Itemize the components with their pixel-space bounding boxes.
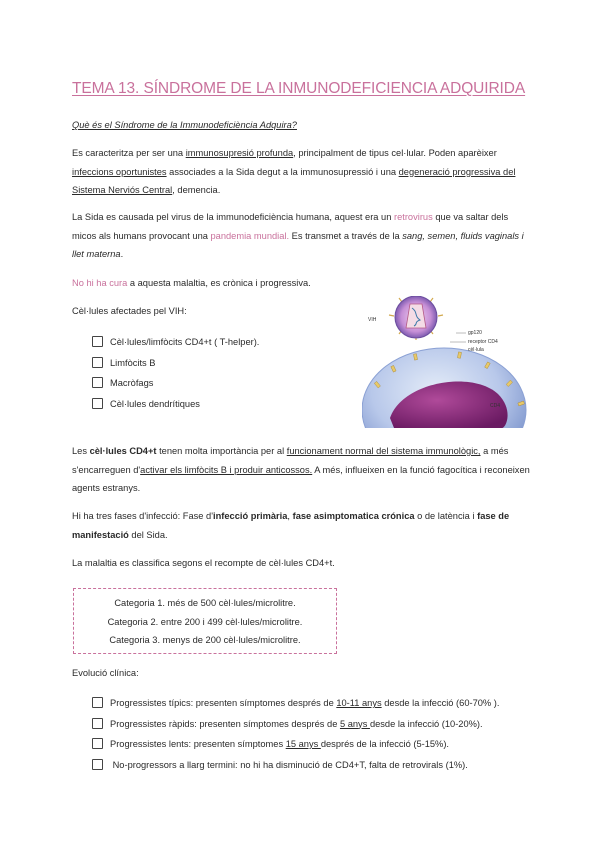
bold-text: fase asimptomatica crónica [292, 511, 415, 521]
text: del Sida. [128, 529, 168, 540]
list-item [92, 717, 499, 738]
figure-label-gp120: gp120 [468, 330, 482, 336]
list-item [92, 758, 499, 779]
list-item-label: Macròfags [110, 378, 154, 388]
underlined-text: degeneració progressiva del Sistema Nerviós Central [72, 166, 516, 195]
text: , principalment de tipus cel·lular. Poden aparèixer [293, 148, 497, 158]
category-1: Categoria 1. més de 500 cèl·lules/microlitre. [114, 598, 296, 608]
checkbox[interactable] [92, 759, 103, 770]
checkbox[interactable] [92, 718, 103, 729]
classification-paragraph: La malaltia es classifica segons el recompte de cèl·lules CD4+t. [72, 558, 335, 568]
text: després de la infecció (5-15%). [320, 739, 449, 749]
virus-particle [389, 296, 443, 340]
text: Progressistes típics: presenten símptomes després de [110, 698, 337, 708]
highlight-text: No hi ha cura [72, 278, 128, 288]
text: No-progressors a llarg termini: no hi ha disminució de CD4+T, falta de retrovirals (1%). [110, 759, 468, 770]
cells-heading: Cèl·lules afectades pel VIH: [72, 306, 187, 316]
figure-label-cd4: CD4 [490, 403, 501, 409]
figure-label-receptor: receptor CD4 [468, 339, 498, 345]
list-item [92, 335, 259, 356]
checkbox[interactable] [92, 738, 103, 749]
underlined-text: 5 anys [339, 718, 370, 729]
text: , demencia. [172, 185, 221, 195]
bold-text: fase de manifestació [72, 511, 510, 540]
list-item-label: Cèl·lules/limfòcits CD4+t ( T-helper). [110, 337, 260, 347]
evolution-heading: Evolució clínica: [72, 668, 139, 678]
text: , [287, 511, 293, 521]
text: Progressistes ràpids: presenten símptomes després de [110, 718, 340, 729]
text: Es caracteritza per ser una [72, 148, 186, 158]
checkbox[interactable] [92, 697, 103, 708]
bold-text: cèl·lules CD4+t [89, 446, 157, 456]
underlined-text: immunosupresió profunda [185, 148, 294, 158]
affected-cells-list [92, 335, 259, 417]
text: a més s'encarreguen d' [72, 446, 509, 475]
cell-body [362, 348, 526, 428]
list-item [92, 696, 499, 717]
cd4-paragraph [72, 442, 532, 498]
text: o de latència i [414, 511, 478, 521]
figure-label-cell: cèl·lula [468, 347, 484, 353]
underlined-text: 15 anys [285, 739, 321, 749]
text: que va saltar dels micos als humans provocant una [72, 212, 509, 241]
list-item-label: Limfòcits B [110, 357, 156, 368]
checkbox[interactable] [92, 398, 103, 409]
underlined-text: infeccions oportunistes [72, 166, 167, 177]
bold-text: infecció primària [213, 511, 288, 521]
text: a aquesta malaltia, es crònica i progressiva. [127, 278, 311, 288]
highlight-text: retrovirus [393, 212, 433, 222]
text: Es transmet a través de la [289, 230, 403, 241]
phases-paragraph [72, 507, 532, 544]
text: . [120, 249, 124, 259]
text: tenen molta importància per al [156, 446, 287, 456]
checkbox[interactable] [92, 357, 103, 368]
text: associades a la Sida degut a la immunosupressió i una [166, 166, 399, 177]
section-question: Què és el Síndrome de la Immunodeficiència Adquira? [72, 120, 297, 130]
text: Hi ha tres fases d'infecció: Fase d' [72, 511, 214, 521]
intro-paragraph [72, 144, 532, 200]
list-item [92, 737, 499, 758]
cause-paragraph [72, 208, 532, 264]
italic-text: sang, semen, fluids vaginals i llet materna [72, 230, 524, 259]
text: A més, influeixen en la funció fagocítica i reconeixen agents estranys. [72, 464, 530, 493]
category-3: Categoria 3. menys de 200 cèl·lules/microlitre. [109, 635, 301, 645]
list-item [92, 376, 259, 397]
text: La Sida es causada pel virus de la immunodeficiència humana, aquest era un [72, 212, 394, 222]
underlined-text: funcionament normal del sistema immunològic, [286, 446, 481, 456]
checkbox[interactable] [92, 336, 103, 347]
list-item-label: Cèl·lules dendrítiques [110, 398, 200, 409]
hiv-cell-illustration [362, 296, 542, 428]
highlight-text: pandemia mundial. [210, 230, 290, 241]
text: Les [72, 446, 90, 456]
no-cure-paragraph [72, 274, 532, 293]
clinical-evolution-list [92, 696, 499, 778]
list-item [92, 397, 259, 418]
text: Progressistes lents: presenten símptomes [110, 739, 286, 749]
text: desde la infecció (60-70% ). [381, 698, 500, 708]
text: desde la infecció (10-20%). [369, 718, 483, 729]
underlined-text: 10-11 anys [336, 698, 382, 708]
checkbox[interactable] [92, 377, 103, 388]
list-item [92, 356, 259, 377]
category-2: Categoria 2. entre 200 i 499 cèl·lules/microlitre. [107, 616, 303, 627]
figure-label-vih: VIH [368, 317, 377, 323]
categories-box [73, 588, 337, 654]
underlined-text: activar els limfòcits B i produir anticossos. [140, 464, 313, 475]
page-title: TEMA 13. SÍNDROME DE LA INMUNODEFICIENCIA ADQUIRIDA [72, 80, 526, 97]
